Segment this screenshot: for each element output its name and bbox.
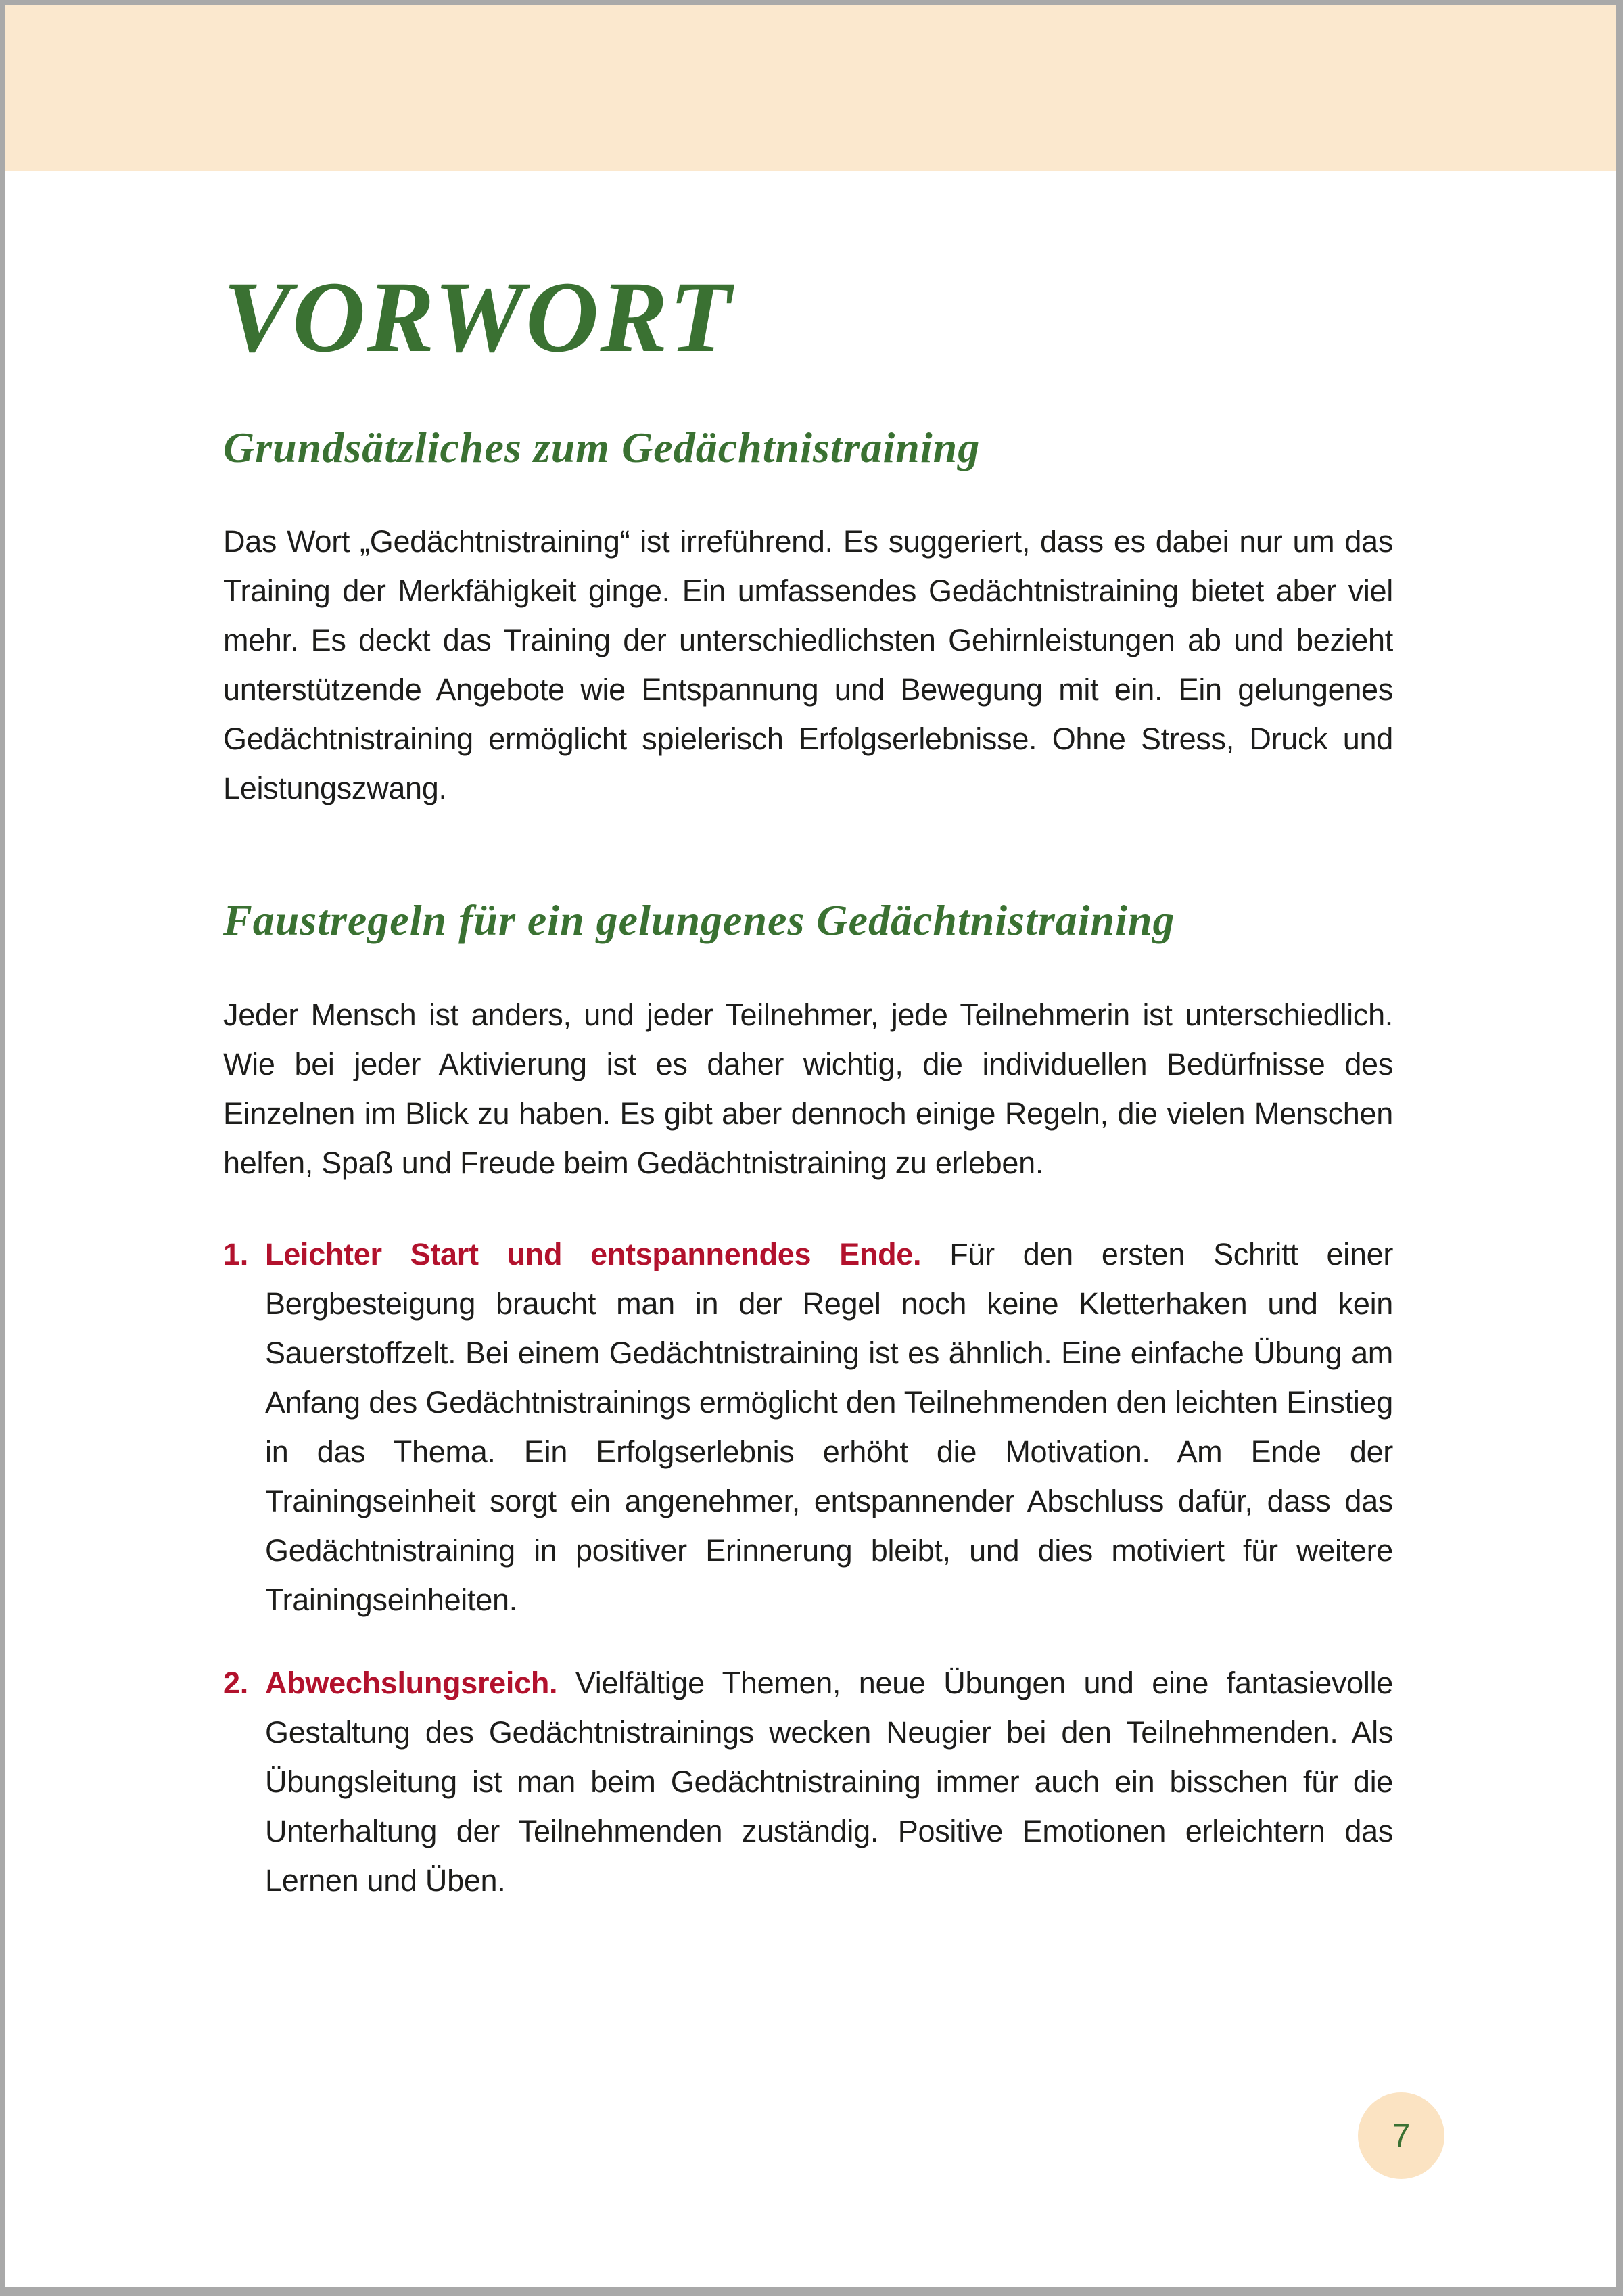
list-item-2-text: Vielfältige Themen, neue Übungen und eine fantasievolle Gestaltung des Gedächtnistrainings wecken Neugier bei den Teilnehmenden. Als Übungsleitung ist man beim Gedächtnistraining immer auch ein bisschen für die Unterhaltung der Teilnehmenden zuständig. Positive Emotionen erleichtern das Lernen und Üben. — [265, 1665, 1393, 1898]
chapter-title: VORWORT — [223, 261, 733, 373]
header-band — [5, 5, 1616, 171]
list-item-1 — [223, 1229, 1393, 1624]
list-item-1-number: 1. — [223, 1236, 248, 1271]
list-item-2-number: 2. — [223, 1665, 248, 1700]
page-content — [5, 261, 1616, 1905]
list-item-2-lead: Abwechslungsreich. — [265, 1665, 558, 1700]
paragraph-faustregeln-intro: Jeder Mensch ist anders, und jeder Teilnehmer, jede Teilnehmerin ist unterschiedlich. Wie bei jeder Aktivierung ist es daher wichtig, die individuellen Bedürfnisse des Einzelnen im Blick zu haben. Es gibt aber dennoch einige Regeln, die vielen Menschen helfen, Spaß und Freude beim Gedächtnistraining zu erleben. — [223, 997, 1393, 1180]
page-number-badge — [1358, 2092, 1444, 2179]
paragraph-grundsaetzliches: Das Wort „Gedächtnistraining“ ist irreführend. Es suggeriert, dass es dabei nur um das Training der Merkfähigkeit ginge. Ein umfassendes Gedächtnistraining bietet aber viel mehr. Es deckt das Training der unterschiedlichsten Gehirnleistungen ab und bezieht unterstützende Angebote wie Entspannung und Bewegung mit ein. Ein gelungenes Gedächtnistraining ermöglicht spielerisch Erfolgserlebnisse. Ohne Stress, Druck und Leistungszwang. — [223, 524, 1393, 806]
section-heading-faustregeln: Faustregeln für ein gelungenes Gedächtnistraining — [223, 896, 1175, 945]
page-number: 7 — [1392, 2117, 1411, 2154]
section-heading-grundsaetzliches: Grundsätzliches zum Gedächtnistraining — [223, 423, 981, 471]
list-item-2 — [223, 1658, 1393, 1905]
list-item-1-text: Für den ersten Schritt einer Bergbesteigung braucht man in der Regel noch keine Kletterhaken und kein Sauerstoffzelt. Bei einem Gedächtnistraining ist es ähnlich. Eine einfache Übung am Anfang des Gedächtnistrainings ermöglicht den Teilnehmenden den leichten Einstieg in das Thema. Ein Erfolgserlebnis erhöht die Motivation. Am Ende der Trainingseinheit sorgt ein angenehmer, entspannender Abschluss dafür, dass das Gedächtnistraining in positiver Erinnerung bleibt, und dies motiviert für weitere Trainingseinheiten. — [265, 1236, 1394, 1617]
numbered-list — [223, 1229, 1393, 1905]
list-item-1-lead: Leichter Start und entspannendes Ende. — [265, 1236, 922, 1271]
